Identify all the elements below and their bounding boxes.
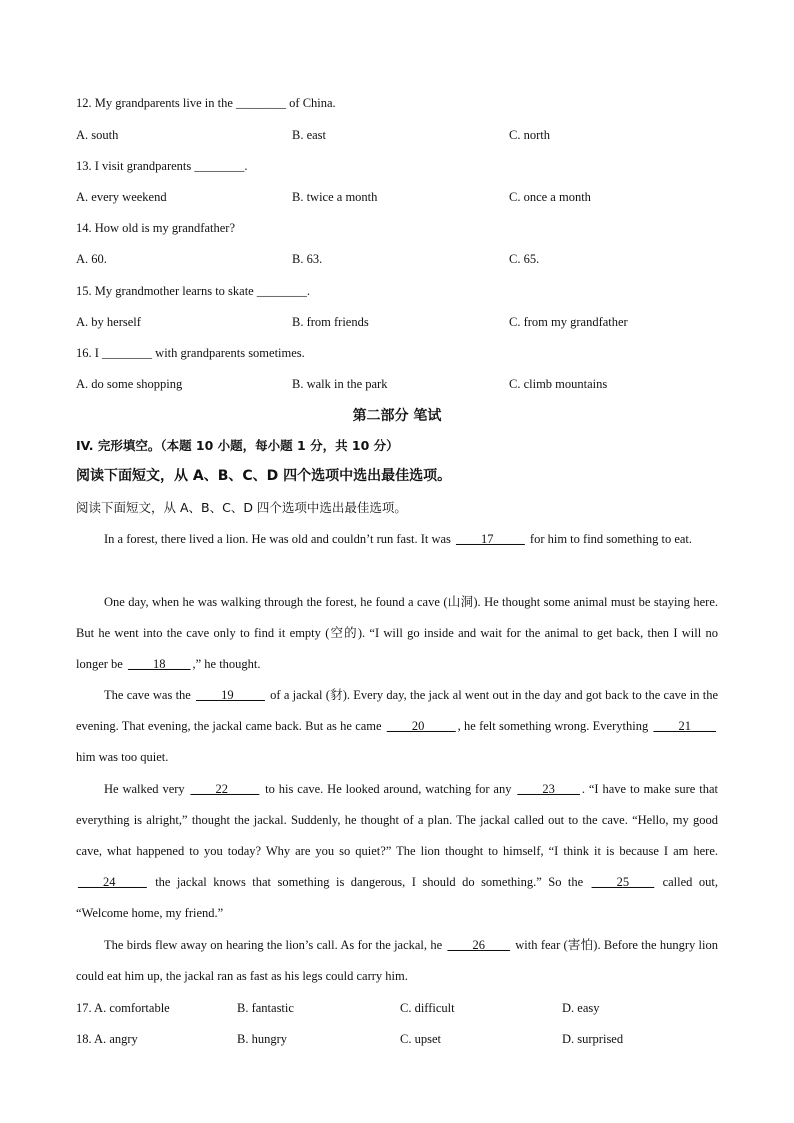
blank-22: ____22_____: [190, 782, 260, 796]
passage-paragraph-2: One day, when he was walking through the forest, he found a cave (山洞). He thought some animal must be staying here. But he went into the cave only to find it empty (空的). “I will go inside and wait for the animal to get back, then I will no longer be ____18____ ,” he thought.: [76, 595, 718, 671]
question-13: 13. I visit grandparents ________.: [76, 159, 248, 173]
question-14: 14. How old is my grandfather?: [76, 221, 235, 235]
q16-option-a: A. do some shopping: [76, 377, 183, 391]
question-15: 15. My grandmother learns to skate ________.: [76, 284, 310, 298]
q18-option-a: 18. A. angry: [76, 1032, 138, 1046]
q17-option-b: B. fantastic: [237, 1001, 294, 1015]
blank-23: ____23____: [517, 782, 580, 796]
q14-option-b: B. 63.: [292, 252, 323, 266]
q14-option-c: C. 65.: [509, 252, 540, 266]
q16-option-b: B. walk in the park: [292, 377, 388, 391]
blank-21: ____21____: [653, 719, 716, 733]
passage-paragraph-3: The cave was the ____19_____ of a jackal (豺). Every day, the jack al went out in the day and got back to the cave in the evening. That evening, the jackal came back. But as he came ____20_____ , he felt something wrong. Everything ____21____ him was too quiet.: [76, 688, 718, 764]
question-12: 12. My grandparents live in the ________ of China.: [76, 96, 336, 110]
q15-option-a: A. by herself: [76, 315, 141, 329]
q15-option-c: C. from my grandfather: [509, 315, 628, 329]
q18-option-c: C. upset: [400, 1032, 441, 1046]
part-heading: IV. 完形填空。（本题 10 小题，每小题 1 分，共 10 分）: [76, 438, 399, 453]
passage-paragraph-1: In a forest, there lived a lion. He was old and couldn’t run fast. It was ____17_____ for him to find something to eat.: [104, 532, 693, 546]
blank-25: ____25____: [591, 875, 655, 889]
q15-option-b: B. from friends: [292, 315, 369, 329]
q17-option-d: D. easy: [562, 1001, 600, 1015]
blank-17: ____17_____: [456, 532, 525, 546]
section-title: 第二部分 笔试: [352, 408, 442, 424]
q18-option-d: D. surprised: [562, 1032, 624, 1046]
q12-option-c: C. north: [509, 128, 550, 142]
blank-20: ____20_____: [386, 719, 456, 733]
q13-option-a: A. every weekend: [76, 190, 167, 204]
question-16: 16. I ________ with grandparents sometimes.: [76, 346, 305, 360]
instruction-bold: 阅读下面短文，从 A、B、C、D 四个选项中选出最佳选项。: [76, 468, 452, 484]
q18-option-b: B. hungry: [237, 1032, 287, 1046]
q12-option-b: B. east: [292, 128, 327, 142]
passage-paragraph-5: The birds flew away on hearing the lion’s call. As for the jackal, he ____26____ with fear (害怕). Before the hungry lion could eat him up, the jackal ran as fast as his legs could carry him.: [76, 938, 718, 983]
blank-24: ____24_____: [78, 875, 147, 889]
q14-option-a: A. 60.: [76, 252, 107, 266]
blank-19: ____19_____: [196, 688, 265, 702]
blank-26: ____26____: [447, 938, 510, 952]
q12-option-a: A. south: [76, 128, 119, 142]
q17-option-a: 17. A. comfortable: [76, 1001, 170, 1015]
passage-paragraph-4: He walked very ____22_____ to his cave. He looked around, watching for any ____23____ . “I have to make sure that everything is alright,” thought the jackal. Suddenly, he thought of a plan. The jackal called out to the cave. “Hello, my good cave, what happened to you today? Why are you so quiet?” The lion thought to himself, “I think it is because I am here. ____24_____ the jackal knows that something is dangerous, I should do something.” So the ____25____ called out, “Welcome home, my friend.”: [76, 782, 718, 920]
q17-option-c: C. difficult: [400, 1001, 455, 1015]
q16-option-c: C. climb mountains: [509, 377, 608, 391]
instruction-plain: 阅读下面短文，从 A、B、C、D 四个选项中选出最佳选项。: [76, 500, 407, 515]
q13-option-b: B. twice a month: [292, 190, 378, 204]
blank-18: ____18____: [127, 657, 191, 671]
q13-option-c: C. once a month: [509, 190, 591, 204]
